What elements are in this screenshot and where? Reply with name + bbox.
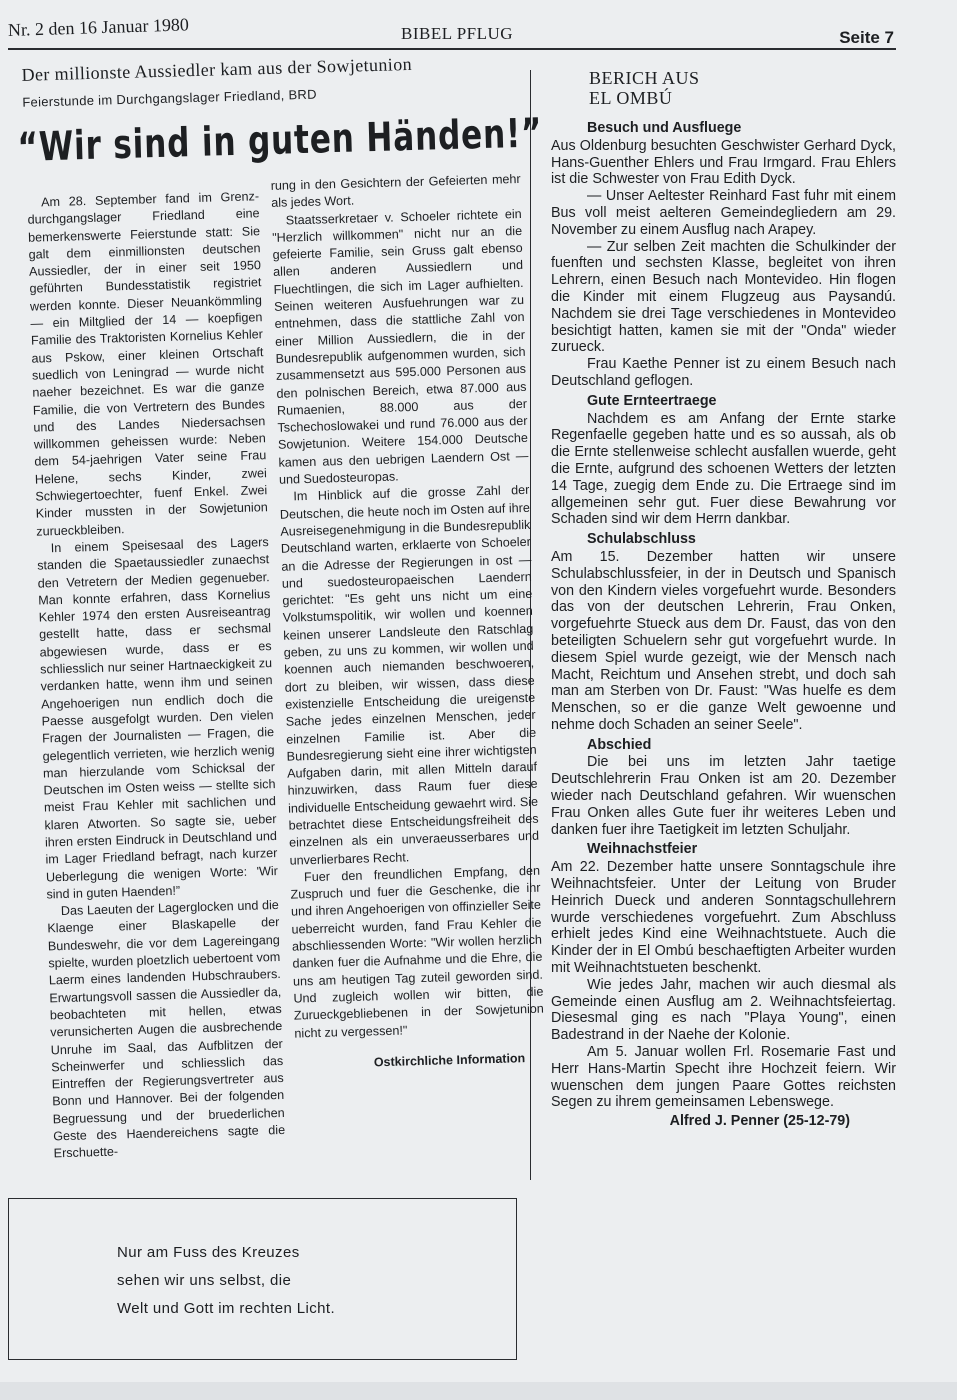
paragraph: Das Laeuten der Lagerglocken und die Klaenge einer Blaskapelle der Bundeswehr, die vor dem Lagereingang spielte, wurden ploetzlich uebertoent vom Laerm eines landenden Hubschraubers. Erwartungsvoll sassen die Aussiedler da, beobachteten mit hellen, etwas verunsicherten Augen die ausbrechende Unruhe im Saal, das Aufblitzen der Scheinwerfer und schliesslich das Eintreffen der Regierungsvertreter aus Bonn und Hannover. Bei der folgenden Begruessung und der bruederlichen Geste des Haendereichens sagte die Erschuette- [47, 898, 286, 1161]
report-author: Alfred J. Penner (25-12-79) [669, 1113, 850, 1130]
paragraph: Nachdem es am Anfang der Ernte starke Regenfaelle gegeben hatte und es so aussah, als ob die Ernte stellenweise schlecht ausfallen wuerde, geht die Ernte, aufgrund des schoenen Wetters der letzten 14 Tage, zuegig dem Ende zu. Die Ertraege sind im allgemeinen sehr gut. Fuer diese Bewahrung vor Schaden sind wir dem Herrn dankbar. [551, 410, 896, 528]
report-title-line: BERICH AUS [589, 68, 700, 88]
section-heading: Weihnachstfeier [587, 841, 698, 858]
quote-line: Welt und Gott im rechten Licht. [117, 1300, 336, 1317]
quote-line: sehen wir uns selbst, die [117, 1272, 292, 1289]
paragraph: Am 22. Dezember hatte unsere Sonntagschule ihre Weihnachtsfeier. Unter der Leitung von Bruder Heinrich Dueck und anderen Sonntagschullehrern wurde verschiedenes vorgefuehrt. Zum Abschluss erhielt jedes Kind eine Weihnachtstuete. Auch die Kinder der in El Ombú beschaeftigten Arbeiter wurden mit Weihnachtstueten beschenkt. [551, 859, 896, 977]
paragraph: Am 28. September fand im Grenz-durchgangslager Friedland eine bemerkenswerte Feierstunde statt: Sie galt dem einmillionsten deutschen Aussiedler, der in einer seit 1950 geführten Bundesstatistik registriet werden konnte. Dieser Neuankömmling — ein Miltglied der 14 — koepfigen Familie des Traktoristen Kornelius Kehler aus Pskow, einer kleinen Ortschaft suedlich von Leningrad — wurde nicht naeher bezeichnet. Es war die ganze Familie, die von Vertretern des Bundes und des Landes Niedersachsen willkommen geheissen wurde: Neben dem 54-jaehrigen Vater seine Frau Helene, sechs Kinder, zwei Schwiegertoechter, fuenf Enkel. Zwei Kinder mussten in der Sowjetunion zurueckbleiben. [27, 189, 268, 539]
section-heading: Abschied [587, 736, 652, 753]
section-heading: Besuch und Ausfluege [587, 120, 742, 136]
page-bottom-edge [0, 1382, 957, 1400]
article-column-1 [27, 188, 286, 1163]
article-subkicker: Feierstunde im Durchgangslager Friedland, BRD [22, 86, 317, 110]
main-article [15, 41, 555, 1195]
paragraph: — Zur selben Zeit machten die Schulkinder der fuenften und sechsten Klasse, begleitet von ihren Lehrern, einen Besuch nach Montevideo. Hin flogen die Kinder mit einem Flugzeug aus Paysandú. Nachdem sie drei Tage verschiedenes in Montevideo besichtigt hatten, kamen sie mit der "Onda" wieder zurueck. [551, 238, 896, 356]
quote-line: Nur am Fuss des Kreuzes [117, 1244, 300, 1261]
paragraph: rung in den Gesichtern der Gefeierten mehr als jedes Wort. [270, 171, 521, 211]
article-headline: “Wir sind in guten Händen!” [16, 110, 543, 171]
article-kicker: Der millionste Aussiedler kam aus der Sowjetunion [21, 53, 413, 85]
report-title [589, 68, 896, 108]
publication-title: BIBEL PFLUG [401, 24, 514, 43]
paragraph: Am 15. Dezember hatten wir unsere Schulabschlussfeier, in der in Deutsch und Spanisch von den Kindern vieles vorgefuehrt wurde. Besonders das von der deutschen Lehrerin, Frau Onken, vorgefuehrte Stueck aus dem Dr. Faust, das von den beteiligten Schuelern sehr gut vorgefuehrt wurde. In diesem Spiel wurde gezeigt, wie der Mensch nach Macht, Reichtum und Ansehen strebt, und doch sah man am Sterben von Dr. Faust: "Was huelfe es dem Menschen, so er die ganze Welt gewoenne und nehme doch Schaden an seiner Seele". [551, 548, 896, 733]
paragraph: Staatsserkretaer v. Schoeler richtete ein "Herzlich willkommen" nicht nur an die gefeierte Familie, sein Gruss galt ebenso allen anderen Aussiedlern und Fluechtlingen, die sich im Lager aufhielten. Seinen weiteren Ausfuehrungen war zu entnehmen, dass die stattliche Zahl von einer Million Aussiedlern, die in der Bundesrepublik aufgenommen wurden, sich zusammensetzt aus 595.000 Personen aus den polnischen Bereich, etwa 87.000 aus Rumaenien, 88.000 aus der Tschechoslowakei und rund 76.000 aus der Sowjetunion. Weitere 154.000 Deutsche kamen aus den uebrigen Laendern Ost — und Suedosteuropas. [272, 206, 529, 487]
page-number: Seite 7 [839, 28, 894, 47]
paragraph: Die bei uns im letzten Jahr taetige Deutschlehrerin Frau Onken ist am 20. Dezember wieder nach Deutschland gefahren. Wir wuenschen Frau Onken alles Gute fuer ihr weiteres Leben und danken fuer ihre Taetigkeit im letzten Schuljahr. [551, 754, 896, 838]
report-column [551, 68, 896, 1130]
quote-box [8, 1198, 517, 1360]
paragraph: — Unser Aeltester Reinhard Fast fuhr mit einem Bus voll meist aelteren Gemeindegliedern am 29. November zu einem Ausflug nach Arapey. [551, 188, 896, 238]
section-heading: Gute Ernteertraege [587, 392, 717, 409]
paragraph: In einem Speisesaal des Lagers standen die Spaetaussiedler zunaechst den Vetretern der Medien gegenueber. Man konnte erfahren, dass Kornelius Kehler 1974 den ersten Ausreiseantrag gestellt hatte, dass er sechsmal abgewiesen wurde, dass er es schliesslich nur seiner Hartnaeckigkeit zu verdanken hatte, wenn ihm und seinen Angehoerigen nun endlich doch die Paesse ausgefolgt wurden. Den vielen Fragen der Journalisten — Fragen, die gelegentlich verrieten, wie herzlich wenig man hierzulande vom Schicksal der Deutschen im Osten weiss — stellte sich meist Frau Kehler mit sachlichen und klaren Atworten. So sagte sie, ueber ihren ersten Eindruck in Deutschland und im Lager Friedland befragt, nach kurzer Ueberlegung die wenigen Worte: 'Wir sind in guten Haenden!” [37, 535, 279, 902]
paragraph: Fuer den freundlichen Empfang, den Zuspruch und fuer die Geschenke, die ihr und ihren Angehoerigen von offinzieller Seite ueberreicht wurden, fand Frau Kehler die abschliessenden Worte: "Wir wollen herzlich danken fuer die Aufnahme und die Ehre, die uns am heutigen Tag zuteil geworden sind. Und zugleich wollen wir bitten, die Zurueckgebliebenen in der Sowjetunion nicht zu vergessen!" [290, 863, 545, 1041]
article-column-2 [271, 171, 546, 1074]
paragraph: Aus Oldenburg besuchten Geschwister Gerhard Dyck, Hans-Guenther Ehlers und Frau Irmgard. Frau Ehlers ist die Schwester von Frau Edith Dyck. [551, 137, 896, 188]
issue-date: Nr. 2 den 16 Januar 1980 [7, 14, 190, 40]
paragraph: Am 5. Januar wollen Frl. Rosemarie Fast und Herr Hans-Martin Specht ihre Hochzeit feiern. Wir wuenschen dem jungen Paare Gottes reichsten Segen zu ihrem gemeinsamen Lebenswege. [551, 1044, 896, 1111]
quote-text [117, 1239, 335, 1323]
paragraph: Frau Kaethe Penner ist zu einem Besuch nach Deutschland geflogen. [551, 356, 896, 389]
section-heading: Schulabschluss [587, 531, 696, 548]
article-source: Ostkirchliche Information [373, 1050, 526, 1070]
report-title-line: EL OMBÚ [589, 88, 673, 108]
paragraph: Wie jedes Jahr, machen wir auch diesmal als Gemeinde einen Ausflug am 2. Weihnachtsfeiertag. Diesesmal ging es nach "Playa Young", einen Badestrand in der Naehe der Kolonie. [551, 976, 896, 1044]
paragraph: Im Hinblick auf die grosse Zahl der Deutschen, die heute noch im Osten auf ihre Ausreisegenehmigung in die Bundesrepublik Deutschland warten, erklaerte von Schoeler an die Adresse der Regierungen in ost — und suedosteuropaeischen Laendern gerichtet: "Es geht uns nicht um eine Volkstumspolitik, wir wollen und koennen keinen unserer Landsleute den Ratschlag geben, zu uns zu kommen, wir wollen und koennen auch niemanden beschwoeren, dort zu bleiben, wir wissen, dass diese existenzielle Entscheidung die ureigenste Sache jedes einzelnen Menschen, jeder einzelnen Familie ist. Aber die Bundesregierung sieht eine ihrer wichtigsten Aufgaben darin, mit allen Mitteln darauf hinzuwirken, dass Raum fuer diese individuelle Entscheidung gewaehrt wird. Sie betrachtet diese Entscheidungsfreiheit des einzelnen als ein unveraeusserbares und unverlierbares Recht. [279, 483, 540, 868]
